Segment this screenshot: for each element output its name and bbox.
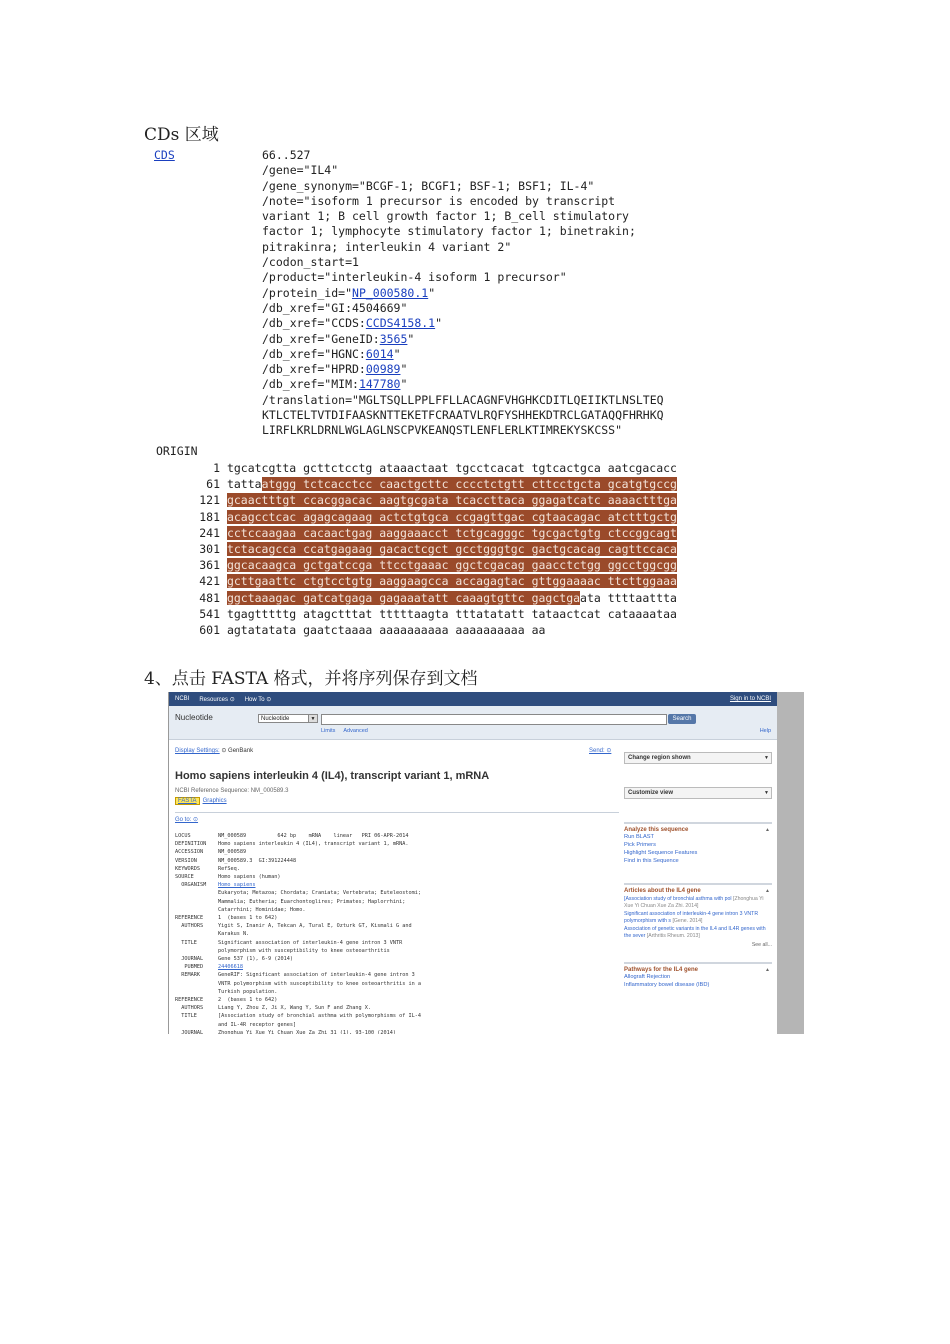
genbank-value: Yigit S, Inanir A, Tekcan A, Tural E, Ozturk GT, Kismali G and: [218, 923, 412, 930]
genbank-value: GeneRIF: Significant association of interleukin-4 gene intron 3: [218, 972, 415, 979]
signin-link[interactable]: Sign in to NCBI: [729, 696, 771, 702]
quote-mark: ": [400, 362, 408, 377]
sidebar: [624, 752, 772, 989]
genbank-value: and IL-4R receptor genes]: [218, 1021, 297, 1028]
genbank-key: DEFINITION: [175, 841, 207, 848]
limits-link[interactable]: Limits: [321, 728, 336, 734]
ncbi-topbar: [169, 692, 777, 706]
genbank-value: polymorphism with susceptibility to knee osteoarthritis: [218, 947, 390, 954]
sequence-position: 601: [199, 622, 220, 637]
genbank-key: SOURCE: [175, 874, 194, 881]
highlight-features-link[interactable]: Highlight Sequence Features: [624, 850, 698, 856]
divider: [175, 812, 619, 813]
analyze-heading[interactable]: [624, 822, 772, 833]
genbank-line: [175, 980, 421, 988]
sequence-bases: tgcatcgtta gcttctcctg ataaactaat tgcctcacat tgtcactgca aatcgacacc: [226, 461, 677, 475]
genbank-key: AUTHORS: [175, 1005, 204, 1012]
genbank-key: VERSION: [175, 857, 197, 864]
genbank-line: [175, 857, 421, 865]
search-options: [321, 728, 376, 734]
pathways-heading-label: Pathways for the IL4 gene: [624, 967, 699, 974]
sequence-row: [190, 525, 677, 541]
genbank-line: [175, 1004, 421, 1012]
display-settings-label[interactable]: Display Settings:: [175, 748, 220, 754]
genbank-line: [175, 881, 421, 889]
genbank-line: [175, 898, 421, 906]
cds-highlighted-bases: gcttgaattc ctgtcctgtg aaggaagcca accagagtac gttggaaaac ttcttggaaa: [226, 574, 677, 589]
sequence-position: 361: [199, 558, 220, 573]
sequence-bases: tatta: [226, 477, 262, 492]
ncbi-screenshot: [168, 692, 777, 1034]
genbank-line: [175, 947, 421, 955]
collapse-icon: ▲: [765, 888, 770, 894]
chevron-down-icon: ▼: [764, 790, 769, 796]
genbank-key: PUBMED: [175, 964, 204, 971]
genbank-line: [175, 955, 421, 963]
genbank-key: LOCUS: [175, 833, 191, 839]
pathway-link[interactable]: Allograft Rejection: [624, 974, 671, 981]
cds-highlighted-bases: ggcacaagca gctgatccga ttcctgaaac ggctcgacag gaacctctgg ggcctggcgg: [226, 558, 677, 573]
cds-highlighted-bases: tctacagcca ccatgagaag gacactcgct gcctgggtgc gactgcacag cagttccaca: [226, 541, 677, 556]
database-select[interactable]: [258, 714, 318, 723]
cds-note-line: /note="isoform 1 precursor is encoded by transcript: [262, 193, 616, 208]
genbank-key: TITLE: [175, 1013, 197, 1020]
mim-link[interactable]: 147780: [358, 377, 401, 392]
sequence-position: 241: [199, 525, 220, 540]
search-button[interactable]: Search: [668, 714, 696, 724]
quote-mark: ": [407, 331, 415, 346]
cds-codon-start: /codon_start=1: [262, 255, 359, 270]
fasta-link[interactable]: FASTA: [175, 797, 200, 805]
database-title: Nucleotide: [175, 713, 213, 722]
step-4-instruction: 4、点击 FASTA 格式，并将序列保存到文档: [144, 669, 478, 689]
genbank-line: [175, 848, 421, 856]
display-settings[interactable]: [175, 747, 253, 754]
cds-product: /product="interleukin-4 isoform 1 precursor": [262, 270, 567, 285]
origin-label: ORIGIN: [156, 444, 198, 458]
cds-protein-prefix: /protein_id=": [262, 285, 353, 300]
sequence-row: [190, 460, 677, 476]
search-input[interactable]: [321, 714, 667, 725]
quote-mark: ": [435, 316, 443, 331]
genbank-value: Catarrhini; Hominidae; Homo.: [218, 906, 306, 913]
sequence-row: [190, 590, 677, 606]
genbank-line: [175, 1021, 421, 1029]
cds-mim-prefix: /db_xref="MIM:: [262, 377, 359, 392]
hgnc-link[interactable]: 6014: [365, 346, 394, 361]
article-source: [Gene. 2014]: [672, 917, 703, 924]
protein-id-link[interactable]: NP_000580.1: [352, 285, 429, 300]
sequence-bases: ata ttttaattta: [580, 590, 677, 605]
cds-qualifiers: [262, 148, 664, 439]
record-title: Homo sapiens interleukin 4 (IL4), transcript variant 1, mRNA: [175, 770, 490, 782]
article-title: Significant association of interleukin-4 gene intron 3 VNTR polymorphism with s: [624, 911, 759, 924]
change-region-label: Change region shown: [628, 755, 691, 761]
sequence-row: [190, 622, 677, 638]
analyze-heading-label: Analyze this sequence: [624, 827, 689, 833]
database-select-value: Nucleotide: [261, 716, 290, 722]
genbank-value: Turkish population.: [218, 988, 278, 995]
sequence-row: [190, 509, 677, 525]
genbank-line: [175, 865, 421, 873]
genbank-value: Liang Y, Zhou Z, Ji X, Wang Y, Sun F and Zhang X.: [218, 1005, 372, 1012]
genbank-line: [175, 889, 421, 897]
genbank-record: [175, 832, 421, 1034]
articles-heading-label: Articles about the IL4 gene: [624, 888, 701, 894]
genbank-line: [175, 914, 421, 922]
genbank-line: [175, 873, 421, 881]
cds-highlighted-bases: atggg tctcacctcc caactgcttc cccctctgtt cttcctgcta gcatgtgccg: [261, 477, 677, 492]
refseq-label: NCBI Reference Sequence: NM_000589.3: [175, 788, 289, 794]
genbank-link[interactable]: Homo sapiens: [218, 882, 256, 889]
genbank-value: NM_000589.3 GI:391224448: [218, 857, 297, 864]
cds-ccds-prefix: /db_xref="CCDS:: [262, 316, 366, 331]
article-link[interactable]: [624, 911, 772, 924]
pick-primers-link[interactable]: Pick Primers: [624, 842, 656, 848]
genbank-value: [Association study of bronchial asthma with polymorphisms of IL-4: [218, 1013, 422, 1020]
genbank-line: [175, 963, 421, 971]
genbank-line: [175, 930, 421, 938]
cds-highlighted-bases: ggctaaagac gatcatgaga gagaaatatt caaagtgttc gagctga: [226, 590, 581, 605]
sequence-position: 541: [199, 606, 220, 621]
customize-view-panel[interactable]: [624, 787, 772, 799]
genbank-line: [175, 1029, 421, 1034]
pathways-heading[interactable]: [624, 962, 772, 973]
cds-note-line: variant 1; B cell growth factor 1; B_cell stimulatory: [262, 209, 629, 224]
genbank-key: ORGANISM: [175, 882, 207, 889]
cds-feature-link[interactable]: CDS: [154, 148, 175, 162]
quote-mark: ": [428, 285, 436, 300]
hprd-link[interactable]: 00989: [365, 362, 401, 377]
find-in-sequence-link[interactable]: Find in this Sequence: [624, 858, 679, 864]
genbank-key: REFERENCE: [175, 997, 204, 1004]
genbank-value: VNTR polymorphism with susceptibility to knee osteoarthritis in a: [218, 980, 422, 987]
genbank-line: [175, 939, 421, 947]
genbank-line: [175, 922, 421, 930]
cds-highlighted-bases: acagcctcac agagcagaag actctgtgca ccgagttgac cgtaacagac atctttgctg: [226, 509, 677, 524]
sequence-row: [190, 476, 677, 492]
customize-view-label: Customize view: [628, 790, 674, 796]
genbank-line: [175, 906, 421, 914]
cds-gene: /gene="IL4": [262, 163, 339, 178]
sequence-position: 481: [199, 590, 220, 605]
sequence-row: [190, 606, 677, 622]
sequence-bases: tgagtttttg atagctttat tttttaagta tttatatatt tataactcat cataaaataa: [226, 606, 677, 621]
quote-mark: ": [400, 377, 408, 392]
genbank-line: [175, 988, 421, 996]
cds-note-line: factor 1; lymphocyte stimulatory factor 1; binetrakin;: [262, 224, 636, 239]
genbank-line: [175, 996, 421, 1004]
cds-hprd-prefix: /db_xref="HPRD:: [262, 362, 366, 377]
sequence-row: [190, 557, 677, 573]
sequence-position: 1: [213, 461, 220, 475]
origin-sequence: [190, 460, 677, 638]
cds-gene-synonym: /gene_synonym="BCGF-1; BCGF1; BSF-1; BSF1; IL-4": [262, 178, 595, 193]
genbank-key: KEYWORDS: [175, 865, 200, 872]
genbank-value: Gene 537 (1), 6-9 (2014): [218, 956, 293, 963]
genbank-line: [175, 832, 421, 840]
article-link[interactable]: [624, 896, 772, 909]
cds-location: 66..527: [262, 148, 311, 162]
resources-menu[interactable]: Resources ⊙: [199, 696, 235, 703]
sequence-position: 181: [199, 509, 220, 524]
article-source: [Arthritis Rheum. 2013]: [646, 932, 700, 939]
ncbi-logo[interactable]: NCBI: [175, 696, 190, 702]
search-bar: [169, 706, 777, 740]
genbank-line: [175, 971, 421, 979]
genbank-key: REMARK: [175, 972, 200, 979]
genbank-value: Zhonghua Yi Xue Yi Chuan Xue Za Zhi 31 (1), 93-100 (2014): [218, 1029, 397, 1034]
run-blast-link[interactable]: Run BLAST: [624, 834, 655, 840]
collapse-icon: ▲: [765, 967, 770, 974]
help-link[interactable]: Help: [759, 728, 771, 734]
article-source: [Zhonghua Yi Xue Yi Chuan Xue Za Zhi. 2014]: [624, 896, 764, 909]
sequence-position: 121: [199, 493, 220, 508]
articles-heading[interactable]: [624, 883, 772, 894]
sequence-bases: agtatatata gaatctaaaa aaaaaaaaaa aaaaaaaaaa aa: [226, 622, 546, 637]
genbank-key: REFERENCE: [175, 915, 204, 922]
genbank-value: 1 (bases 1 to 642): [218, 915, 278, 922]
geneid-link[interactable]: 3565: [379, 331, 408, 346]
genbank-line: [175, 840, 421, 848]
genbank-line: [175, 1012, 421, 1020]
cds-translation: KTLCTELTVTDIFAASKNTTEKETFCRAATVLRQFYSHHEKDTRCLGATAQQFHRHKQ: [262, 408, 664, 423]
genbank-value: RefSeq.: [218, 865, 240, 872]
genbank-value: Eukaryota; Metazoa; Chordata; Craniata; Vertebrata; Euteleostomi;: [218, 890, 422, 897]
chevron-down-icon: ▼: [764, 755, 769, 761]
genbank-value: Significant association of interleukin-4 gene intron 3 VNTR: [218, 939, 403, 946]
chevron-down-icon: ▼: [308, 715, 317, 722]
article-link[interactable]: [624, 926, 772, 939]
graphics-link[interactable]: Graphics: [202, 798, 227, 804]
genbank-value: Homo sapiens interleukin 4 (IL4), transcript variant 1, mRNA.: [218, 841, 409, 848]
genbank-key: TITLE: [175, 939, 197, 946]
format-links: [175, 797, 227, 805]
cds-db-xref-gi: /db_xref="GI:4504669": [262, 300, 408, 315]
genbank-key: JOURNAL: [175, 1029, 204, 1034]
display-settings-value: ⊙ GenBank: [221, 748, 254, 754]
ccds-link[interactable]: CCDS4158.1: [365, 316, 436, 331]
article-title: Association of genetic variants in the IL4 and IL4R genes with the sever: [624, 926, 766, 939]
send-menu[interactable]: Send: ⊙: [589, 748, 612, 754]
see-all-link[interactable]: See all...: [751, 941, 772, 948]
sequence-row: [190, 492, 677, 508]
sequence-row: [190, 541, 677, 557]
advanced-link[interactable]: Advanced: [343, 728, 368, 734]
genbank-link[interactable]: 24406618: [218, 964, 243, 971]
sequence-position: 301: [199, 541, 220, 556]
collapse-icon: ▲: [765, 827, 770, 833]
genbank-value: NM_000589: [218, 849, 247, 856]
sequence-row: [190, 573, 677, 589]
genbank-key: ACCESSION: [175, 849, 204, 856]
genbank-value: NM_000589 642 bp mRNA linear PRI 06-APR-2014: [218, 833, 409, 839]
cds-note-line: pitrakinra; interleukin 4 variant 2": [262, 239, 512, 254]
section-title: CDs 区域: [144, 125, 219, 145]
cds-hgnc-prefix: /db_xref="HGNC:: [262, 346, 366, 361]
cds-highlighted-bases: gcaactttgt ccacggacac aagtgcgata tcaccttaca ggagatcatc aaaactttga: [226, 493, 677, 508]
cds-translation: LIRFLKRLDRNLWGLAGLNSCPVKEANQSTLENFLERLKTIMREKYSKCSS": [262, 423, 623, 438]
genbank-value: Homo sapiens (human): [218, 874, 281, 881]
genbank-key: JOURNAL: [175, 956, 204, 963]
cds-geneid-prefix: /db_xref="GeneID:: [262, 331, 380, 346]
howto-menu[interactable]: How To ⊙: [244, 696, 272, 703]
genbank-value: Karakus N.: [218, 931, 250, 938]
sequence-position: 421: [199, 574, 220, 589]
change-region-panel[interactable]: [624, 752, 772, 764]
screenshot-scroll-edge: [776, 692, 804, 1034]
cds-translation: /translation="MGLTSQLLPPLFFLLACAGNFVHGHKCDITLQEIIKTLNSLTEQ: [262, 392, 664, 407]
pathway-link[interactable]: Inflammatory bowel disease (IBD): [624, 982, 710, 989]
cds-highlighted-bases: cctccaagaa cacaactgag aaggaaacct tctgcagggc tgcgactgtg ctccggcagt: [226, 525, 677, 540]
quote-mark: ": [393, 346, 401, 361]
goto-menu[interactable]: Go to: ⊙: [175, 817, 199, 823]
genbank-value: 2 (bases 1 to 642): [218, 997, 278, 1004]
article-title: [Association study of bronchial asthma with pol: [624, 896, 732, 902]
genbank-key: AUTHORS: [175, 923, 204, 930]
sequence-position: 61: [206, 477, 220, 492]
genbank-value: Mammalia; Eutheria; Euarchontoglires; Primates; Haplorrhini;: [218, 898, 406, 905]
